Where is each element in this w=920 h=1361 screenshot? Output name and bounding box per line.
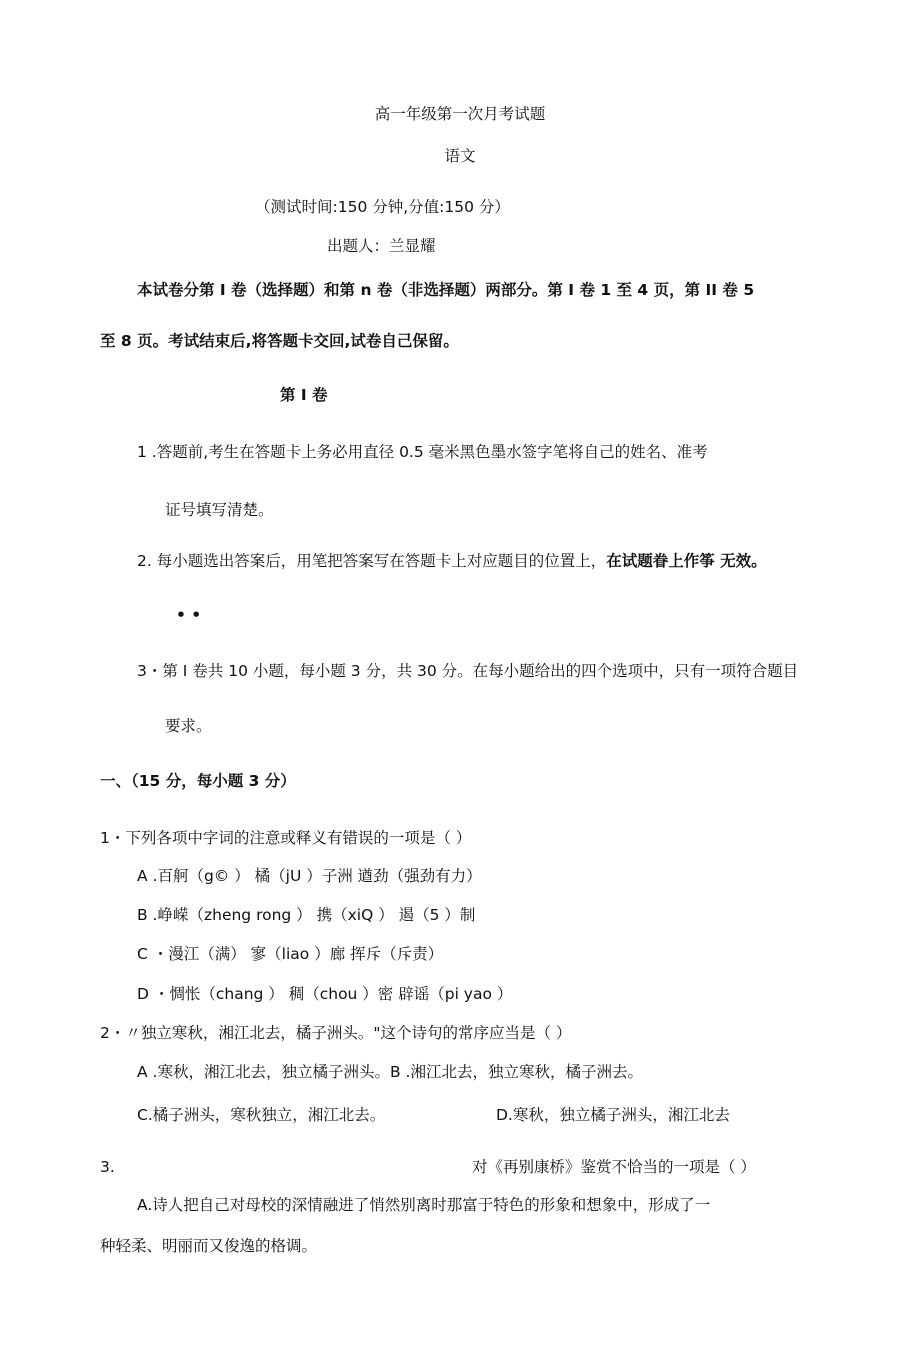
instruction-1-line-2: 证号填写清楚。 bbox=[165, 501, 274, 519]
question-1-option-d: D ・惆怅（chang ） 稠（chou ）密 辟谣（pi yao ） bbox=[137, 985, 513, 1003]
exam-subject: 语文 bbox=[444, 147, 476, 165]
question-3-stem: 对《再别康桥》鉴赏不恰当的一项是（ ） bbox=[472, 1158, 756, 1176]
instruction-3-line-2: 要求。 bbox=[165, 717, 212, 735]
intro-line-2: 至 8 页。考试结束后,将答题卡交回,试卷自己保留。 bbox=[100, 332, 459, 350]
question-1-option-a: A .百舸（g© ） 橘（jU ）子洲 遒劲（强劲有力） bbox=[137, 867, 482, 885]
exam-author: 出题人：兰显耀 bbox=[327, 237, 436, 255]
volume-1-title: 第 I 卷 bbox=[280, 386, 328, 404]
question-2-stem: 2・〃独立寒秋，湘江北去，橘子洲头。"这个诗句的常序应当是（ ） bbox=[100, 1024, 572, 1042]
instruction-2-emphasis: 在试题眷上作筝 无效。 bbox=[606, 552, 767, 570]
question-3-number: 3. bbox=[100, 1158, 115, 1176]
intro-line-1: 本试卷分第 I 卷（选择题）和第 n 卷（非选择题）两部分。第 I 卷 1 至 4 页，第 II 卷 5 bbox=[137, 281, 755, 299]
exam-title: 高一年级第一次月考试题 bbox=[374, 105, 546, 123]
question-2-options-ab: A .寒秋，湘江北去，独立橘子洲头。B .湘江北去，独立寒秋，橘子洲去。 bbox=[137, 1063, 643, 1081]
section-1-heading: 一、（15 分，每小题 3 分） bbox=[100, 772, 296, 790]
exam-time-info: （测试时间:150 分钟,分值:150 分） bbox=[255, 198, 510, 216]
question-3-option-a-line-1: A.诗人把自己对母校的深情融进了悄然别离时那富于特色的形象和想象中，形成了一 bbox=[137, 1196, 711, 1214]
instruction-3-line-1: 3・第 I 卷共 10 小题，每小题 3 分，共 30 分。在每小题给出的四个选项中，只有一项符合题目 bbox=[137, 662, 799, 680]
instruction-2 bbox=[137, 551, 767, 571]
emphasis-dots: • • bbox=[176, 606, 202, 624]
instruction-2-text: 2. 每小题选出答案后，用笔把答案写在答题卡上对应题目的位置上， bbox=[137, 552, 607, 570]
question-2-option-d: D.寒秋，独立橘子洲头，湘江北去 bbox=[496, 1106, 730, 1124]
instruction-1-line-1: 1 .答题前,考生在答题卡上务必用直径 0.5 毫米黑色墨水签字笔将自己的姓名、准考 bbox=[137, 443, 708, 461]
question-1-stem: 1・下列各项中字词的注意或释义有错误的一项是（ ） bbox=[100, 829, 472, 847]
question-1-option-b: B .峥嵘（zheng rong ） 携（xiQ ） 遏（5 ）制 bbox=[137, 906, 476, 924]
question-2-option-c: C.橘子洲头，寒秋独立，湘江北去。 bbox=[137, 1106, 386, 1124]
question-3-option-a-line-2: 种轻柔、明丽而又俊逸的格调。 bbox=[100, 1237, 318, 1255]
question-1-option-c: C ・漫江（满） 寥（liao ）廊 挥斥（斥责） bbox=[137, 945, 444, 963]
